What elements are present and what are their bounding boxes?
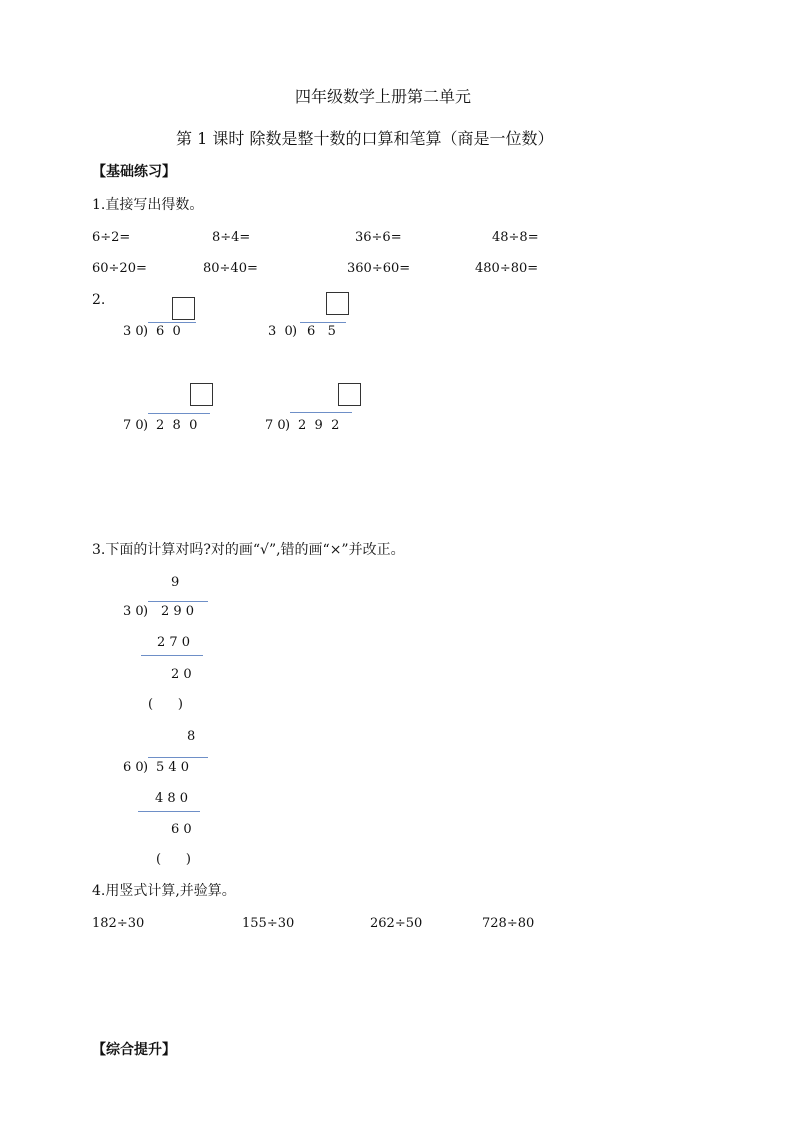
division-bar xyxy=(300,322,346,323)
product: 4 8 0 xyxy=(155,791,189,806)
divisor: 7 0 xyxy=(123,418,144,433)
quotient-answer-box[interactable] xyxy=(172,297,195,320)
q4-item: 262÷50 xyxy=(370,916,423,931)
judgement-answer-blank[interactable]: ( ) xyxy=(156,852,191,867)
q4-item: 182÷30 xyxy=(92,916,145,931)
division-bar xyxy=(148,322,196,323)
q1-item: 80÷40= xyxy=(203,261,258,276)
q1-item: 8÷4= xyxy=(212,230,251,245)
division-bar xyxy=(290,412,352,413)
q1-item: 48÷8= xyxy=(492,230,539,245)
q1-item: 6÷2= xyxy=(92,230,131,245)
lesson-subtitle: 第 1 课时 除数是整十数的口算和笔算（商是一位数） xyxy=(176,129,554,148)
dividend: 2 9 2 xyxy=(298,418,340,433)
q1-item: 36÷6= xyxy=(355,230,402,245)
quotient: 8 xyxy=(187,729,196,744)
bracket: ) xyxy=(292,324,298,339)
divisor: 3 0 xyxy=(268,324,293,339)
dividend: 5 4 0 xyxy=(156,760,190,775)
q1-item: 360÷60= xyxy=(347,261,411,276)
bracket: ) xyxy=(143,760,149,775)
divisor: 3 0 xyxy=(123,604,144,619)
q1-item: 60÷20= xyxy=(92,261,147,276)
quotient: 9 xyxy=(171,575,180,590)
q4-item: 728÷80 xyxy=(482,916,535,931)
division-bar xyxy=(148,757,208,758)
remainder: 6 0 xyxy=(171,822,192,837)
dividend: 6 5 xyxy=(307,324,336,339)
section-basic-heading: 【基础练习】 xyxy=(92,164,176,180)
divisor: 7 0 xyxy=(265,418,286,433)
quotient-answer-box[interactable] xyxy=(326,292,349,315)
divisor: 3 0 xyxy=(123,324,144,339)
subtraction-line xyxy=(138,811,200,812)
quotient-answer-box[interactable] xyxy=(190,383,213,406)
division-bar xyxy=(148,413,210,414)
section-advanced-heading: 【综合提升】 xyxy=(92,1042,176,1058)
remainder: 2 0 xyxy=(171,667,192,682)
quotient-answer-box[interactable] xyxy=(338,383,361,406)
divisor: 6 0 xyxy=(123,760,144,775)
q2-prompt: 2. xyxy=(92,292,106,308)
dividend: 2 8 0 xyxy=(156,418,198,433)
q4-prompt: 4.用竖式计算,并验算。 xyxy=(92,883,236,899)
product: 2 7 0 xyxy=(157,635,191,650)
q3-prompt: 3.下面的计算对吗?对的画“√”,错的画“×”并改正。 xyxy=(92,542,405,558)
division-bar xyxy=(148,601,208,602)
q1-prompt: 1.直接写出得数。 xyxy=(92,197,204,213)
bracket: ) xyxy=(285,418,291,433)
bracket: ) xyxy=(143,604,149,619)
q4-item: 155÷30 xyxy=(242,916,295,931)
dividend: 2 9 0 xyxy=(161,604,195,619)
bracket: ) xyxy=(143,324,149,339)
judgement-answer-blank[interactable]: ( ) xyxy=(148,697,183,712)
page-title: 四年级数学上册第二单元 xyxy=(295,87,472,106)
q1-item: 480÷80= xyxy=(475,261,539,276)
bracket: ) xyxy=(143,418,149,433)
dividend: 6 0 xyxy=(156,324,181,339)
subtraction-line xyxy=(141,655,203,656)
